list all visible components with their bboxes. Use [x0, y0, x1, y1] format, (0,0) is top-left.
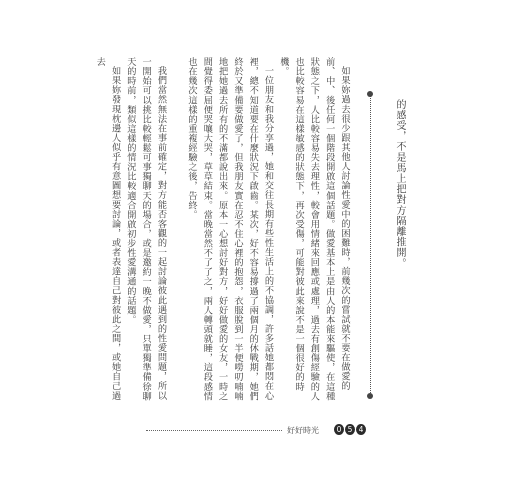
- page-number-digit: 4: [356, 424, 366, 435]
- body-text: [94, 57, 352, 409]
- pull-quote-bottom-dot: [367, 393, 373, 399]
- page-footer: [146, 424, 370, 438]
- running-head: 好好時光: [287, 426, 319, 435]
- pull-quote-text: 的感受，不是馬上把對方隔離推開。: [394, 99, 405, 269]
- page-number-digit: 5: [345, 424, 355, 435]
- paragraph-2: 一位朋友和我分享過，她和交往長期有些性生活上的不協調，許多話她都悶在心裡，總不知道要在什麼狀況下啟齒。某次，好不容易撐過了兩個月的休戰期，她們終於又準備要做愛了，但我朋友實在忍不住心裡的抱怨，衣服脫到一半便嘮叨喃喃地把她過去所有的不滿都說出來。原本一心想討好對方，好好做愛的女友，一時之間覺得委屈便哭嚷大哭，草草結束。當晚當然不了了之，兩人轉頭就睡，這段感情也在幾次這樣的重複經驗之後，告終。: [186, 57, 274, 401]
- page-number: [334, 424, 366, 435]
- page-number-digit: 0: [334, 424, 344, 435]
- pull-quote-dotted-rule: [370, 95, 371, 395]
- paragraph-1: 如果妳過去很少跟其他人討論性愛中的困難時，前幾次的嘗試就不要在做愛的前、中、後任何一個階段開啟這個話題。做愛基本上是由人的本能來驅使，在這種狀態之下，人比較容易失去理性，較會用情緒來回應或處理，過去有創傷經驗的人也比較容易在這樣敏感的狀態下，再次受傷，可能對彼此來說不是一個很好的時機。: [277, 57, 350, 401]
- pull-quote: [370, 95, 406, 395]
- pull-quote-top-dot: [367, 91, 373, 97]
- footer-dotted-leader: [146, 430, 282, 431]
- paragraph-4: 如果妳發現枕邊人似乎有意圖想要討論，或者表達自己對彼此之間，或她自己過去: [94, 57, 121, 401]
- paragraph-3: 我們當然無法在事前確定，對方能否客觀的一起討論彼此遇到的性愛問題，所以一開始可以挑比較輕鬆可事獨聊天的場合，或是邀約一晚不做愛，只單獨準備徐聊天的時前，類似這樣的情況比較適合開啟初步性愛溝通的話題。: [124, 57, 167, 401]
